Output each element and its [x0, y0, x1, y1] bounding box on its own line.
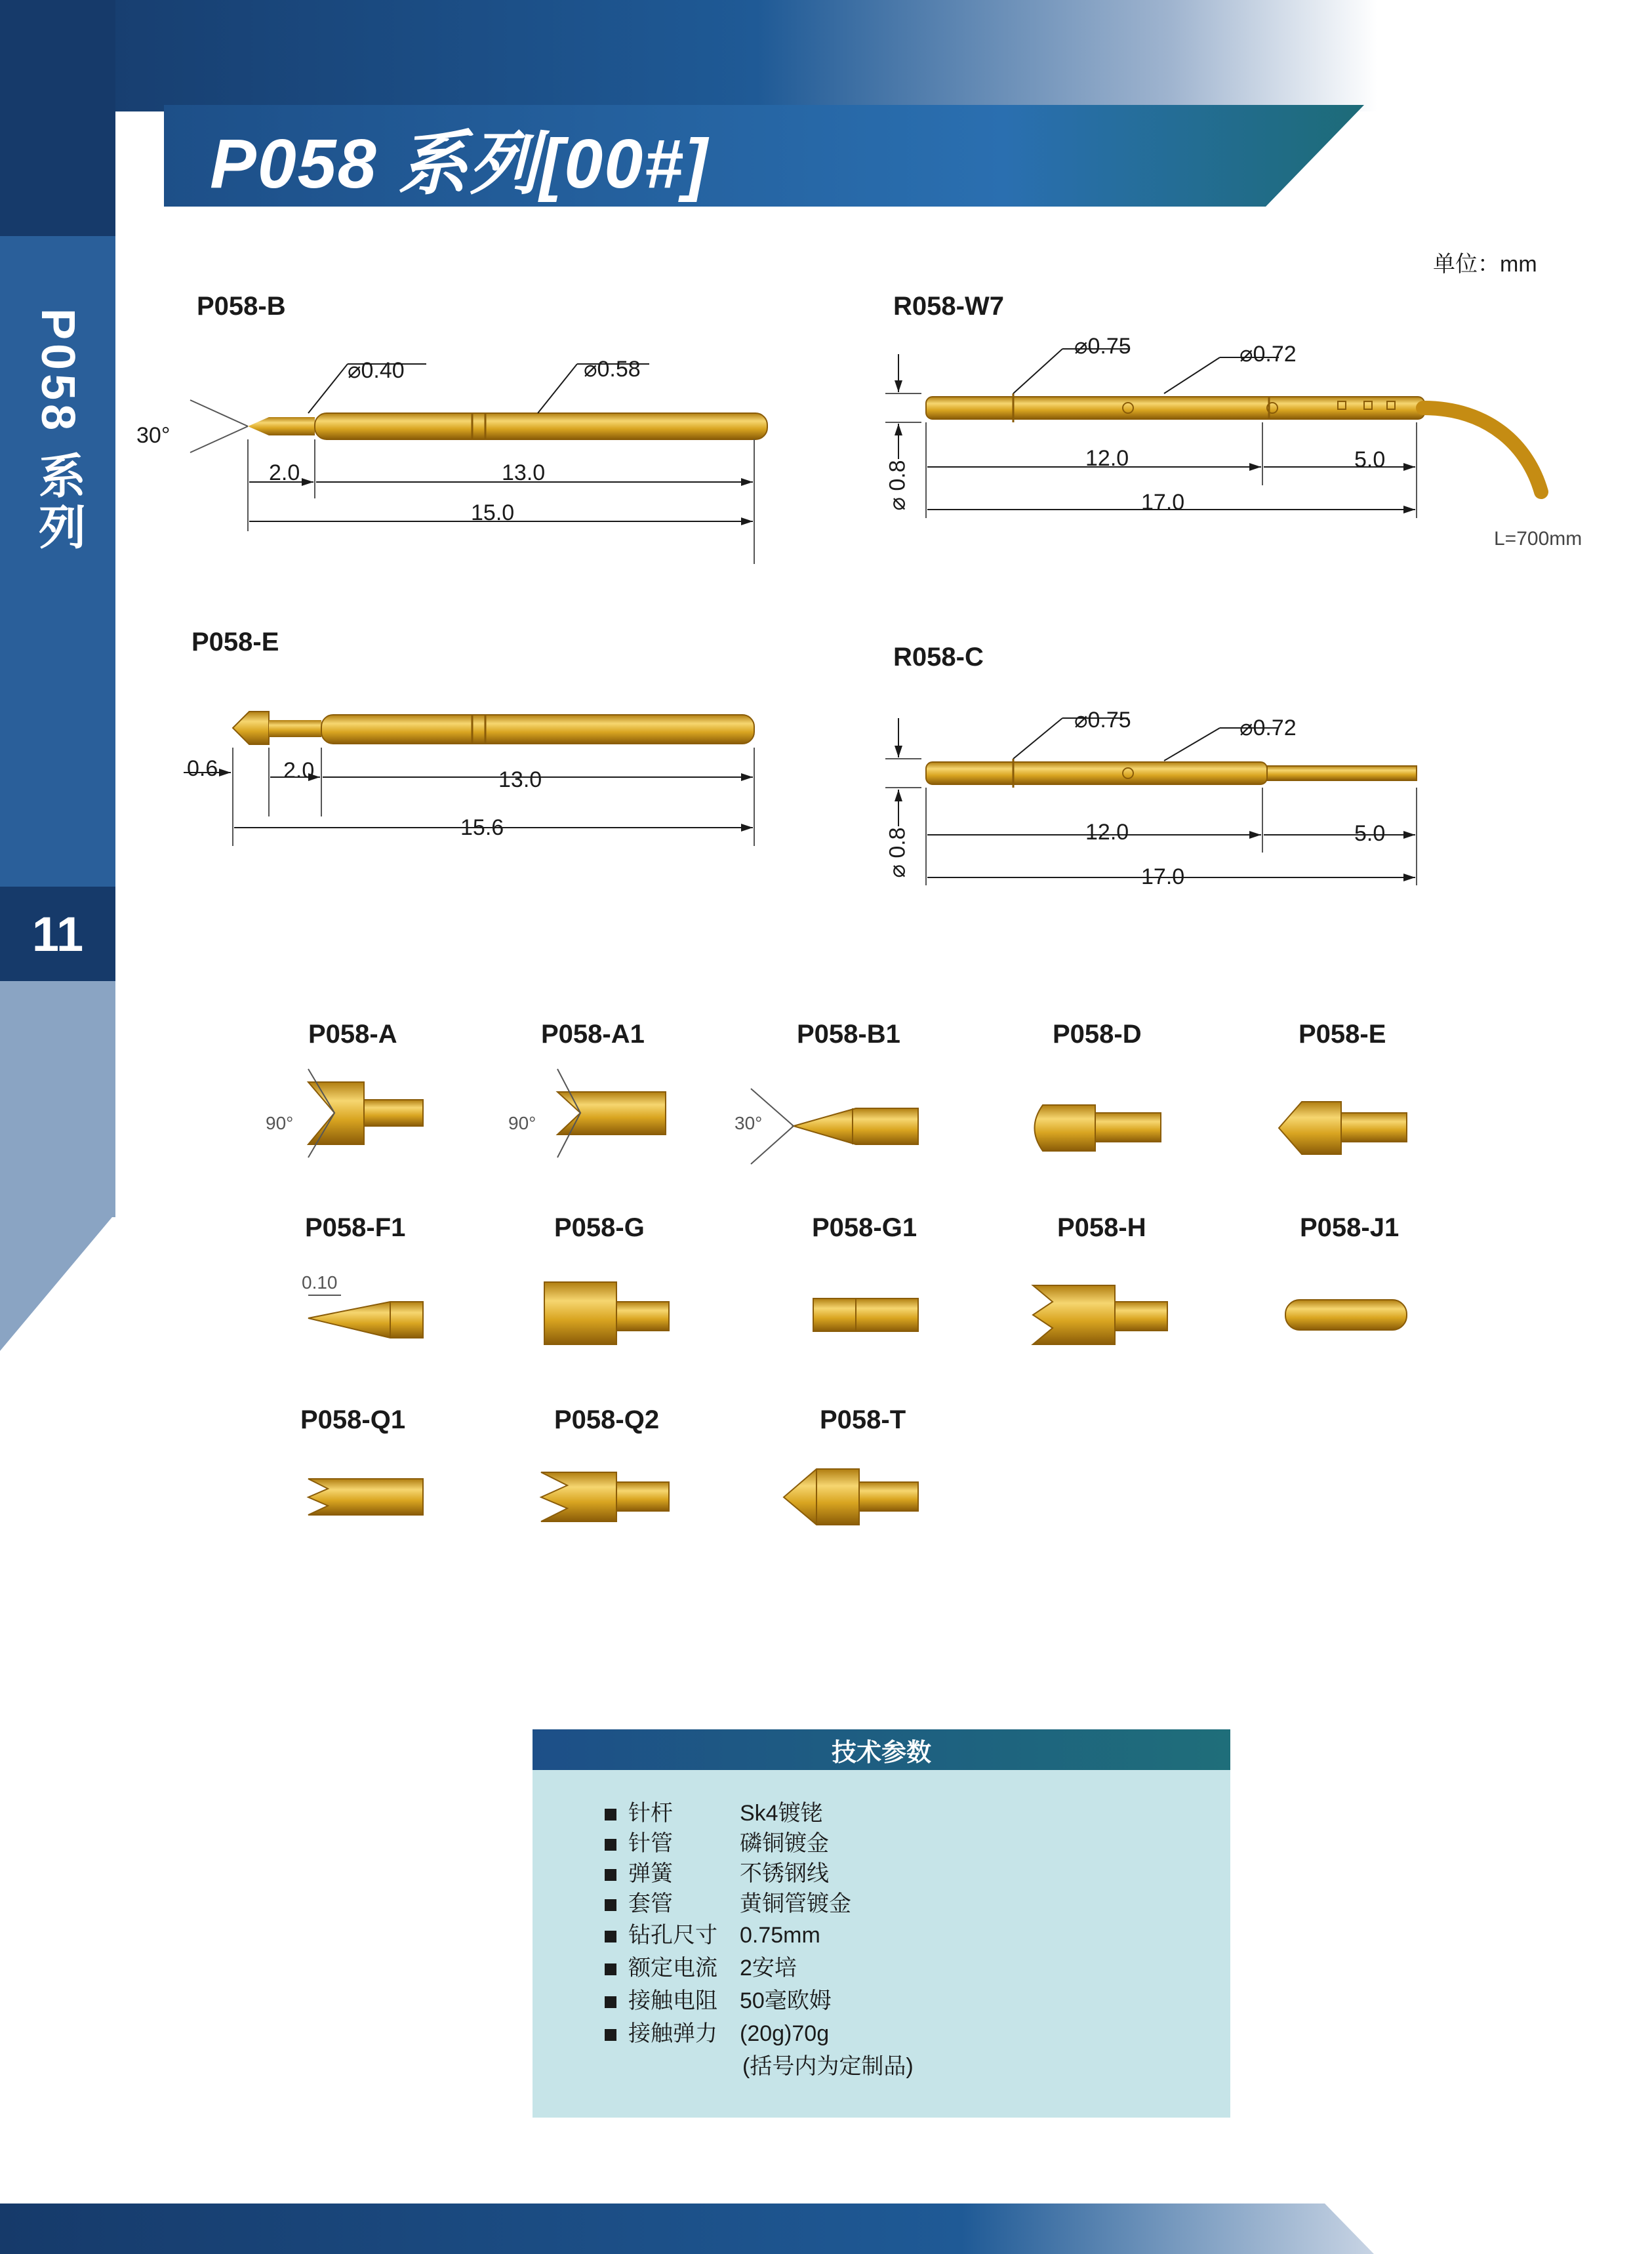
- r058-w7-label: R058-W7: [893, 292, 1004, 321]
- p058-b-label: P058-B: [197, 292, 286, 321]
- tip-label: P058-T: [820, 1405, 906, 1434]
- param-row: 针管 磷铜镀金: [605, 1825, 829, 1857]
- tip-label: P058-A1: [541, 1020, 645, 1049]
- tech-params-title: 技术参数: [831, 1739, 931, 1767]
- param-row: 套管 黄铜管镀金: [605, 1885, 851, 1918]
- bullet-square-icon: [605, 1931, 616, 1942]
- tip-p058-t-drawing: [784, 1469, 918, 1525]
- tip-p058-h-drawing: [1033, 1285, 1167, 1344]
- p058-b-dia-body: ⌀0.58: [584, 357, 641, 382]
- page-title: P058 系列[00#]: [210, 125, 709, 203]
- bullet-square-icon: [605, 1869, 616, 1881]
- r058-c-label: R058-C: [893, 643, 984, 672]
- tip-p058-q2-drawing: [541, 1472, 669, 1521]
- tip-label: P058-Q1: [300, 1405, 406, 1434]
- tip-note: 90°: [508, 1113, 536, 1133]
- r058-c-dia-b: ⌀0.72: [1239, 715, 1297, 740]
- param-row: 针杆 Sk4镀铑: [605, 1795, 823, 1827]
- unit-label: 单位：mm: [1433, 252, 1537, 277]
- tip-p058-a1-drawing: [557, 1069, 666, 1157]
- tip-label: P058-G: [554, 1213, 645, 1242]
- r058-w7-len-b: 5.0: [1354, 447, 1386, 472]
- tip-p058-d-drawing: [1035, 1105, 1161, 1151]
- tip-p058-a-drawing: [308, 1069, 423, 1157]
- receptacle-r058-c-drawing: [885, 718, 1417, 885]
- bullet-square-icon: [605, 1963, 616, 1975]
- bullet-square-icon: [605, 1996, 616, 2008]
- p058-b-dia-tip: ⌀0.40: [348, 358, 405, 383]
- param-row: 接触电阻 50毫欧姆: [605, 1982, 832, 2015]
- r058-w7-len-a: 12.0: [1085, 446, 1129, 471]
- tip-p058-g1-drawing: [813, 1298, 918, 1331]
- tip-label: P058-D: [1053, 1020, 1142, 1049]
- tip-p058-g-drawing: [544, 1282, 669, 1344]
- sidebar-series-label: P058 系列: [31, 308, 84, 554]
- tip-label: P058-J1: [1300, 1213, 1400, 1242]
- tip-label: P058-E: [1299, 1020, 1386, 1049]
- tip-label: P058-Q2: [554, 1405, 660, 1434]
- bullet-square-icon: [605, 1809, 616, 1821]
- p058-e-len-tip: 0.6: [187, 756, 218, 781]
- tip-note: 0.10: [302, 1272, 338, 1293]
- r058-w7-dia-b: ⌀0.72: [1239, 342, 1297, 367]
- bullet-square-icon: [605, 1899, 616, 1911]
- r058-c-dia-a: ⌀0.75: [1074, 708, 1131, 733]
- tip-label: P058-A: [308, 1020, 397, 1049]
- p058-e-label: P058-E: [191, 628, 279, 656]
- page-number: 11: [0, 887, 115, 981]
- param-row: 弹簧 不锈钢线: [605, 1855, 829, 1887]
- r058-c-dia-side: ⌀ 0.8: [885, 827, 910, 878]
- receptacle-r058-w7-drawing: [885, 349, 1541, 518]
- tip-label: P058-F1: [305, 1213, 406, 1242]
- r058-w7-wire-length: L=700mm: [1494, 528, 1582, 550]
- tip-p058-b1-drawing: [751, 1089, 918, 1164]
- tip-p058-f1-drawing: [308, 1295, 423, 1338]
- param-note: (括号内为定制品): [742, 2054, 914, 2079]
- r058-w7-dia-side: ⌀ 0.8: [885, 460, 910, 511]
- bullet-square-icon: [605, 2029, 616, 2041]
- tip-label: P058-B1: [797, 1020, 900, 1049]
- r058-c-len-b: 5.0: [1354, 821, 1386, 846]
- p058-e-len-total: 15.6: [460, 815, 504, 840]
- p058-b-len-a: 2.0: [269, 460, 300, 485]
- param-row: 接触弹力 (20g)70g: [605, 2015, 829, 2047]
- p058-e-len-a: 2.0: [283, 758, 315, 783]
- tip-label: P058-G1: [812, 1213, 917, 1242]
- r058-w7-dia-a: ⌀0.75: [1074, 334, 1131, 359]
- tip-p058-j1-drawing: [1285, 1300, 1407, 1330]
- r058-c-len-total: 17.0: [1141, 864, 1185, 889]
- r058-w7-len-total: 17.0: [1141, 490, 1185, 515]
- tip-label: P058-H: [1057, 1213, 1146, 1242]
- tip-note: 90°: [266, 1113, 294, 1133]
- tip-p058-e-drawing: [1279, 1102, 1407, 1154]
- param-row: 钻孔尺寸 0.75mm: [605, 1917, 820, 1949]
- r058-c-len-a: 12.0: [1085, 820, 1129, 845]
- p058-b-len-total: 15.0: [471, 500, 515, 525]
- footer-band: [0, 2204, 1652, 2254]
- tip-note: 30°: [735, 1113, 763, 1133]
- p058-b-len-b: 13.0: [502, 460, 546, 485]
- param-row: 额定电流 2安培: [605, 1950, 797, 1982]
- p058-e-len-b: 13.0: [498, 767, 542, 792]
- bullet-square-icon: [605, 1839, 616, 1851]
- tip-p058-q1-drawing: [308, 1479, 423, 1515]
- p058-b-angle: 30°: [136, 423, 171, 448]
